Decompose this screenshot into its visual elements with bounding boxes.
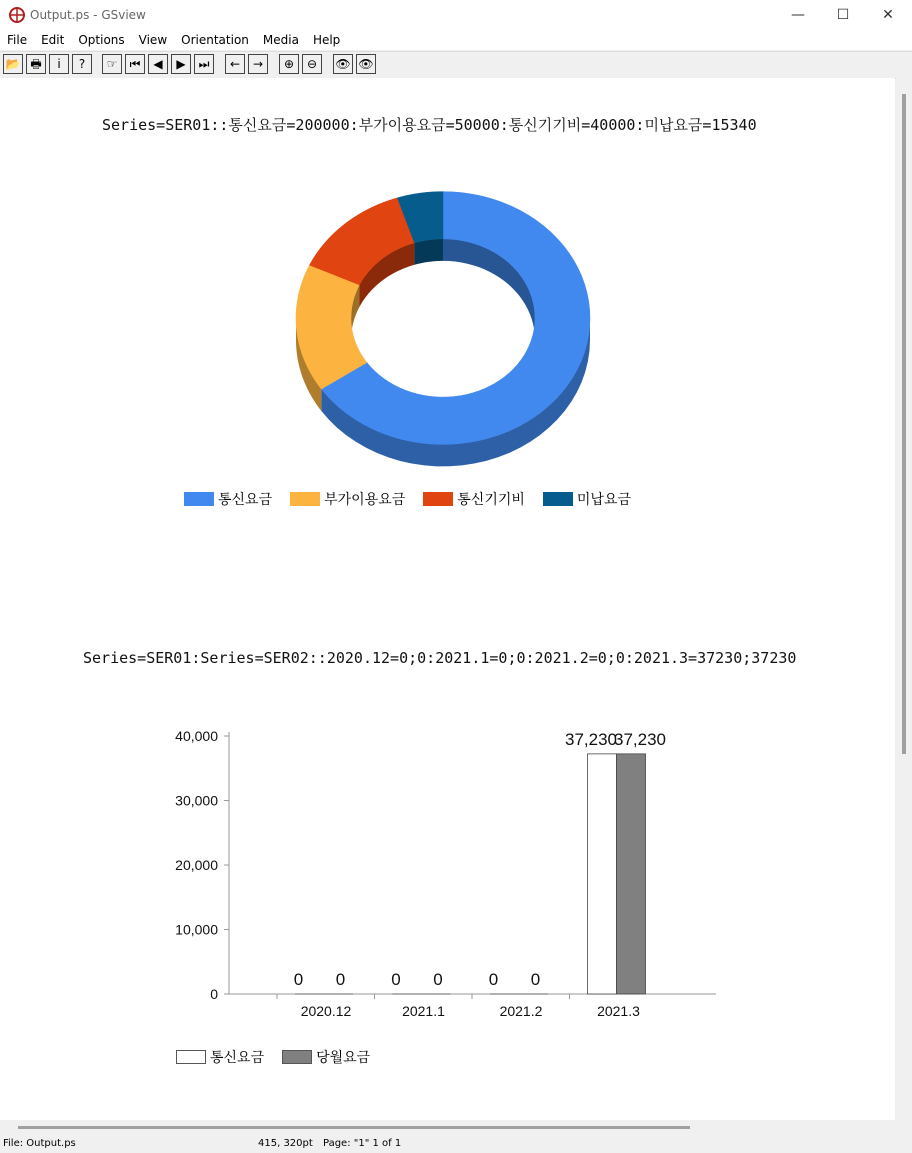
find-text-icon[interactable]: 👁 <box>333 54 353 74</box>
horizontal-scrollbar[interactable] <box>0 1120 912 1136</box>
y-tick-label: 40,000 <box>175 728 218 744</box>
last-page-icon[interactable]: ⏭ <box>194 54 214 74</box>
x-tick-label: 2021.2 <box>499 1003 543 1019</box>
menu-options[interactable]: Options <box>78 33 125 47</box>
status-file: File: Output.ps <box>3 1138 76 1149</box>
minimize-button[interactable]: — <box>791 7 805 23</box>
bar-telecom-fee <box>588 754 617 994</box>
data-label-monthly-fee: 0 <box>433 970 443 989</box>
window-title: Output.ps - GSview <box>30 8 146 22</box>
menu-view[interactable]: View <box>138 33 168 47</box>
legend-swatch-monthly-fee <box>282 1050 312 1064</box>
data-label-telecom-fee: 0 <box>391 970 401 989</box>
legend-swatch-unpaid <box>543 492 573 506</box>
close-button[interactable]: ✕ <box>882 7 894 23</box>
y-tick-label: 20,000 <box>175 857 218 873</box>
menu-help[interactable]: Help <box>312 33 341 47</box>
find-next-icon[interactable]: 👁 <box>356 54 376 74</box>
vertical-scroll-thumb[interactable] <box>902 94 906 754</box>
legend-label-telecom-fee: 통신요금 <box>210 1050 265 1066</box>
info-icon[interactable]: i <box>49 54 69 74</box>
gsview-app-icon <box>8 6 26 24</box>
title-bar <box>0 0 912 30</box>
legend-swatch-addon <box>290 492 320 506</box>
menu-file[interactable]: File <box>7 33 28 47</box>
pie-series-heading: Series=SER01::통신요금=200000:부가이용요금=50000:통신기기비=40000:미납요금=15340 <box>102 116 757 134</box>
donut-chart <box>0 168 895 488</box>
x-tick-label: 2021.3 <box>597 1003 640 1019</box>
status-coords: 415, 320pt <box>258 1138 313 1149</box>
legend-swatch-device <box>423 492 453 506</box>
next-page-icon[interactable]: ▶ <box>171 54 191 74</box>
zoom-in-icon[interactable]: ⊕ <box>279 54 299 74</box>
horizontal-scroll-thumb[interactable] <box>18 1126 690 1129</box>
legend-label-unpaid: 미납요금 <box>576 492 631 508</box>
open-icon[interactable]: 📂 <box>3 54 23 74</box>
legend-label-device: 통신기기비 <box>457 492 525 508</box>
data-label-telecom-fee: 37,230 <box>565 729 617 749</box>
pie-legend <box>184 489 631 509</box>
goto-page-icon[interactable]: ☞ <box>102 54 122 74</box>
bar-series-heading: Series=SER01:Series=SER02::2020.12=0;0:2021.1=0;0:2021.2=0;0:2021.3=37230;37230 <box>83 649 797 667</box>
menu-media[interactable]: Media <box>262 33 299 47</box>
data-label-monthly-fee: 0 <box>530 970 541 989</box>
legend-label-monthly-fee: 당월요금 <box>316 1050 371 1066</box>
x-tick-label: 2021.1 <box>402 1003 445 1019</box>
status-page: Page: "1" 1 of 1 <box>323 1138 402 1149</box>
help-icon[interactable]: ? <box>72 54 92 74</box>
first-page-icon[interactable]: ⏮ <box>125 54 145 74</box>
toolbar <box>0 51 912 79</box>
data-label-telecom-fee: 0 <box>488 970 499 989</box>
bar-monthly-fee <box>617 754 646 994</box>
legend-swatch-telecom <box>184 492 214 506</box>
data-label-telecom-fee: 0 <box>293 970 304 989</box>
legend-swatch-telecom-fee <box>176 1050 206 1064</box>
y-tick-label: 10,000 <box>175 921 218 938</box>
menu-bar <box>0 30 912 50</box>
bar-plot <box>175 728 716 1019</box>
x-tick-label: 2020.12 <box>300 1003 352 1019</box>
prev-page-icon[interactable]: ◀ <box>148 54 168 74</box>
status-bar <box>0 1136 912 1153</box>
vertical-scrollbar[interactable] <box>896 78 912 1120</box>
legend-label-telecom: 통신요금 <box>218 492 273 508</box>
y-tick-label: 30,000 <box>175 792 218 809</box>
bar-chart <box>0 718 895 1038</box>
forward-icon[interactable]: → <box>248 54 268 74</box>
print-icon[interactable]: 🖶 <box>26 54 46 74</box>
legend-label-addon: 부가이용요금 <box>324 492 406 508</box>
zoom-out-icon[interactable]: ⊖ <box>302 54 322 74</box>
bar-legend <box>176 1047 370 1067</box>
data-label-monthly-fee: 37,230 <box>614 729 666 749</box>
document-canvas[interactable] <box>0 78 895 1120</box>
menu-orientation[interactable]: Orientation <box>181 33 249 47</box>
back-icon[interactable]: ← <box>225 54 245 74</box>
donut-slice-unpaid-inner-wall <box>414 239 443 265</box>
maximize-button[interactable]: ☐ <box>836 7 850 23</box>
menu-edit[interactable]: Edit <box>41 33 65 47</box>
data-label-monthly-fee: 0 <box>335 970 346 989</box>
y-tick-label: 0 <box>210 986 218 1002</box>
